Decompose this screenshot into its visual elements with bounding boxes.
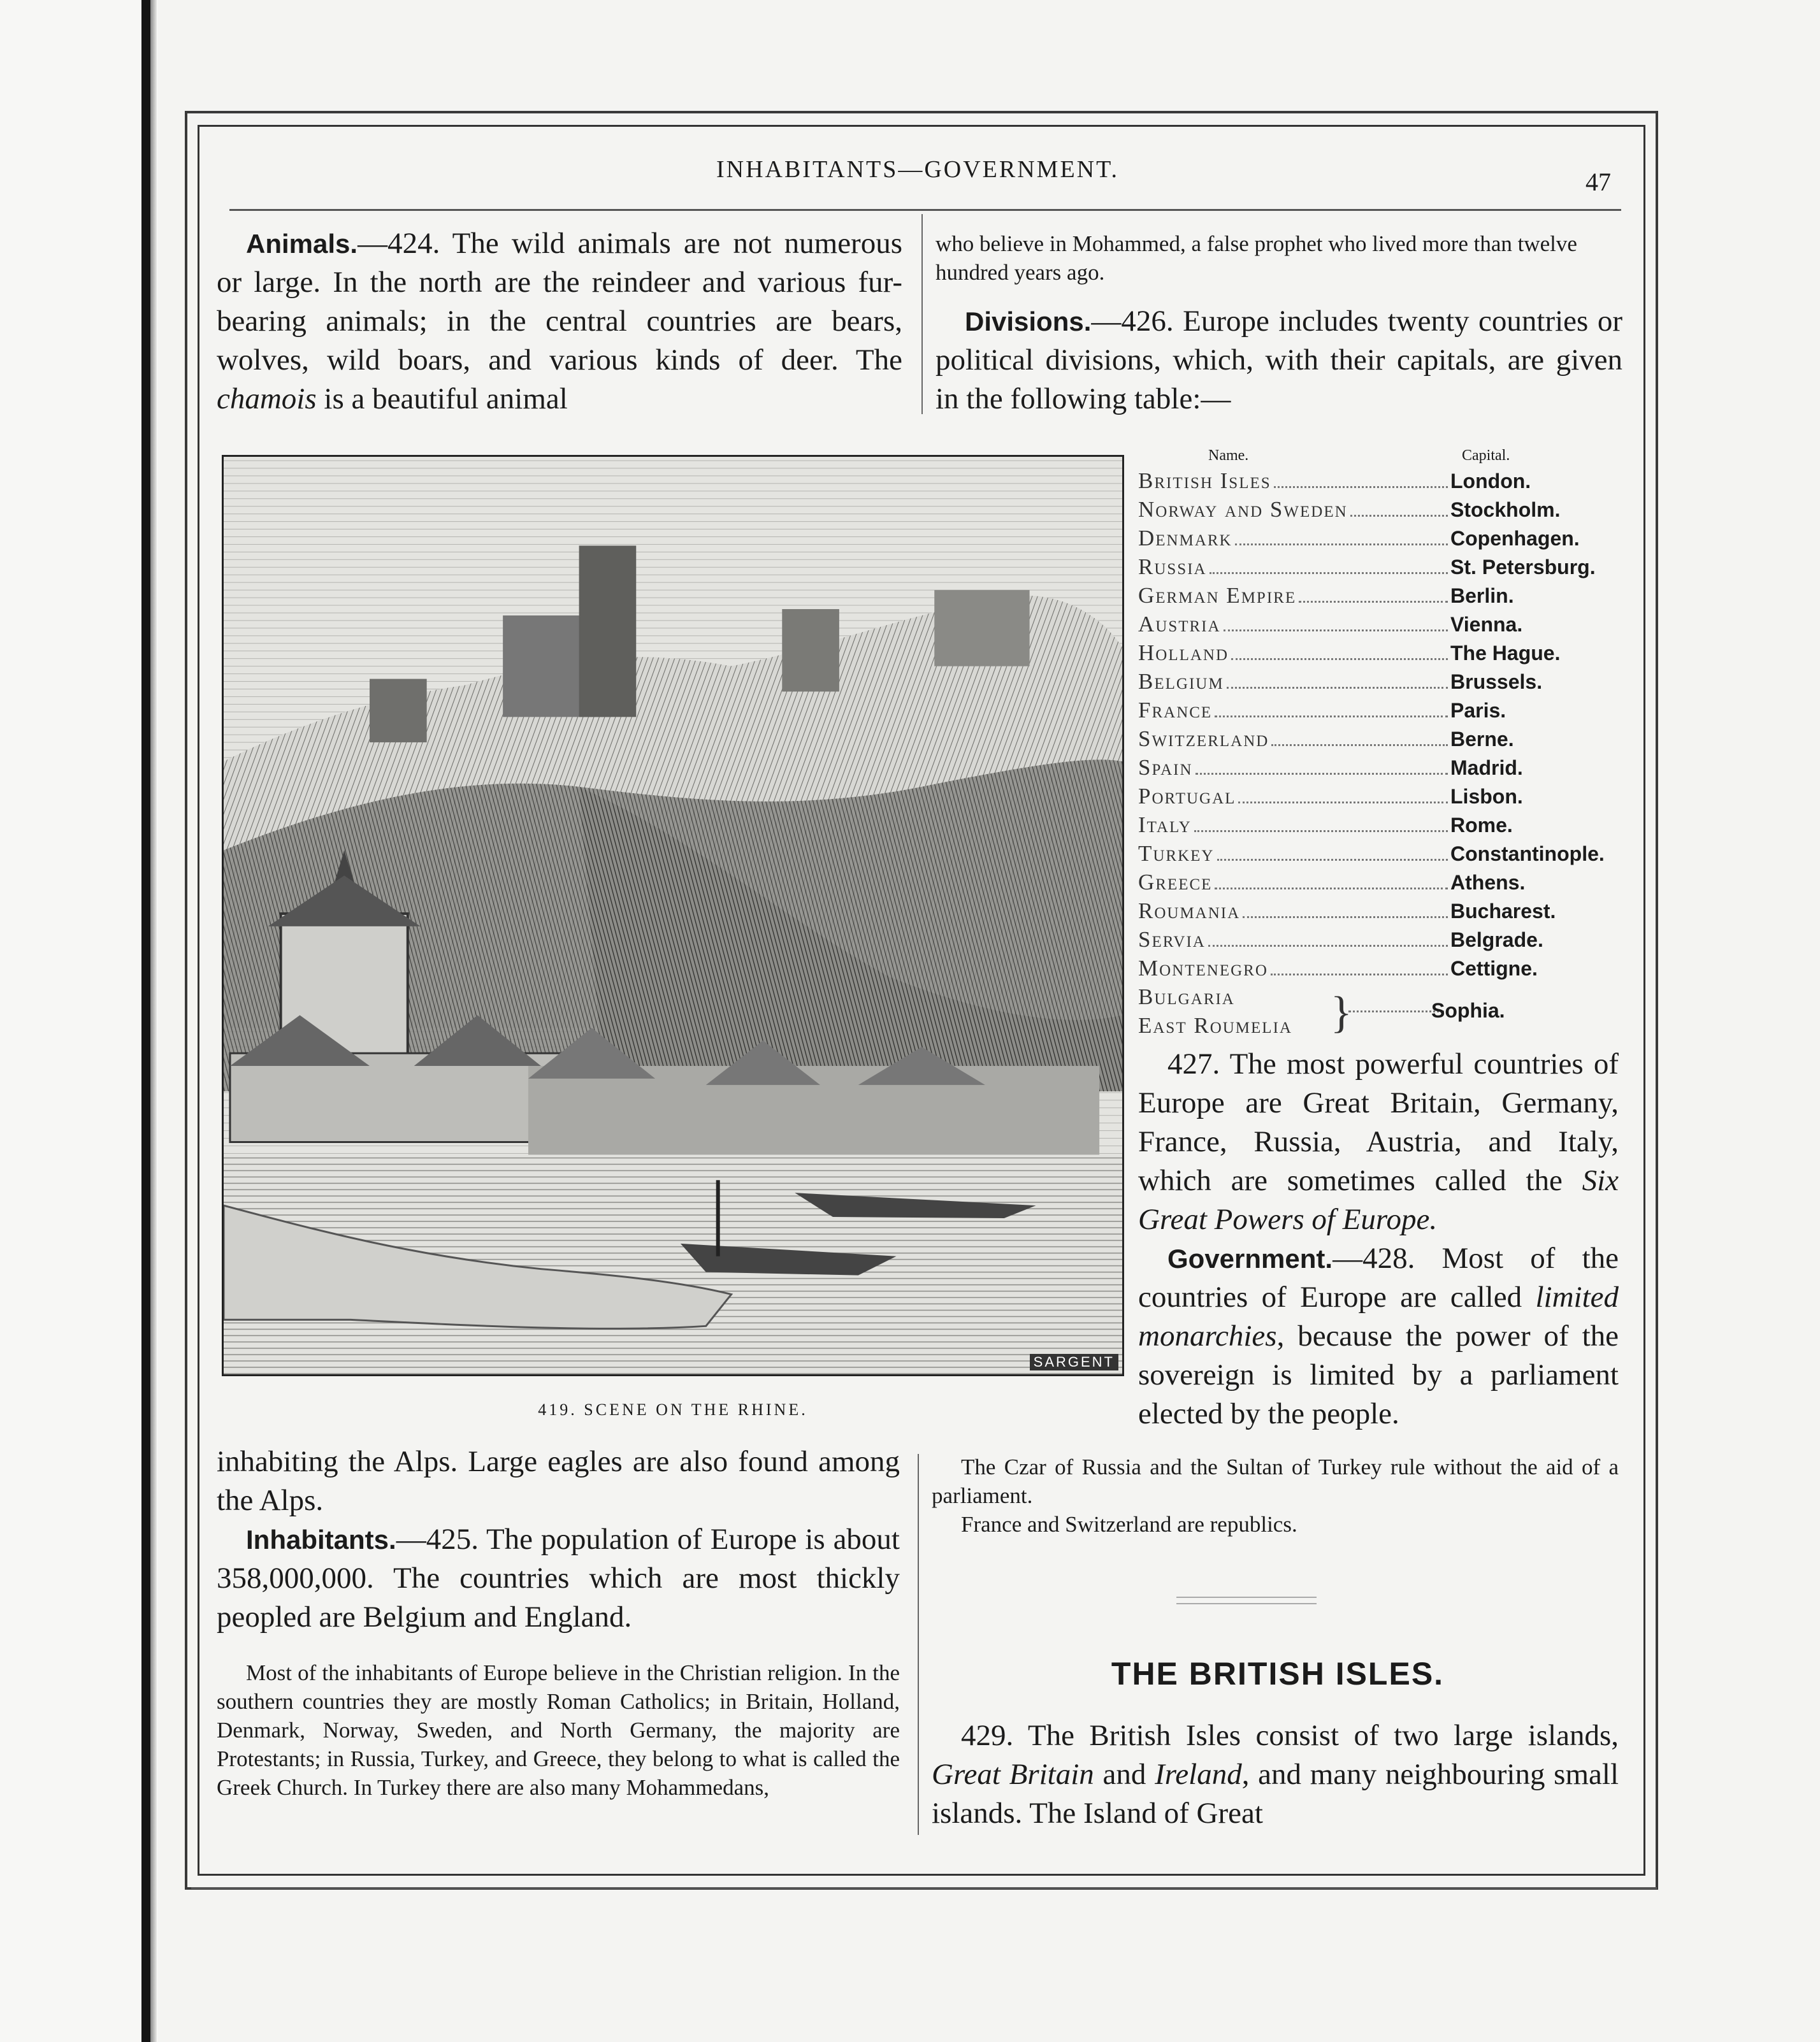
great-britain-term: Great Britain	[932, 1758, 1094, 1791]
capital-name: Copenhagen.	[1450, 527, 1580, 550]
table-row	[1138, 954, 1622, 982]
ireland-term: Ireland	[1155, 1758, 1242, 1791]
table-row	[1138, 810, 1622, 839]
rhine-scene-engraving	[222, 455, 1124, 1376]
table-row	[1138, 638, 1622, 667]
dot-leader	[1271, 744, 1448, 746]
dot-leader	[1231, 658, 1448, 660]
running-title: INHABITANTS—GOVERNMENT.	[716, 156, 1120, 183]
table-row	[1138, 839, 1622, 868]
capital-name: Belgrade.	[1450, 928, 1543, 951]
capital-name: Berlin.	[1450, 584, 1514, 607]
column-divider-bottom	[918, 1454, 919, 1835]
republics-note: France and Switzerland are republics.	[961, 1512, 1297, 1537]
dot-leader	[1215, 715, 1448, 717]
table-row	[1138, 581, 1622, 610]
capital-name: Bucharest.	[1450, 900, 1556, 923]
table-row	[1138, 868, 1622, 896]
capital-name: Lisbon.	[1450, 785, 1523, 808]
table-row	[1138, 696, 1622, 724]
table-row-bulgaria-roumelia	[1138, 982, 1622, 1040]
header-rule	[229, 209, 1621, 211]
capital-name: Sophia.	[1431, 999, 1505, 1022]
divisions-paragraph: Divisions.—426. Europe includes twenty countries or political divisions, which, with their capitals, are given in the following table:—	[935, 305, 1622, 415]
limited-monarchies-term: limited monarchies	[1138, 1281, 1619, 1353]
dot-leader	[1274, 486, 1448, 488]
table-row	[1138, 782, 1622, 810]
religion-note: Most of the inhabitants of Europe believe in the Christian religion. In the southern countries they are mostly Roman Catholics; in Britain, Holland, Denmark, Norway, Sweden, and North Germany, the majority are Protestants; in Russia, Turkey, and Greece, they belong to what is called the Greek Church. In Turkey there are also many Mohammedans,	[217, 1660, 900, 1800]
dot-leader	[1195, 773, 1448, 775]
dot-leader	[1224, 629, 1448, 631]
table-row	[1138, 552, 1622, 581]
country-name: Montenegro	[1138, 956, 1268, 981]
capital-name: Madrid.	[1450, 756, 1523, 779]
country-name: Greece	[1138, 870, 1213, 895]
country-name: Servia	[1138, 927, 1206, 952]
divisions-heading: Divisions.	[965, 306, 1092, 336]
country-name: Holland	[1138, 640, 1229, 665]
animals-paragraph: Animals.—424. The wild animals are not numerous or large. In the north are the reindeer and various fur-bearing animals; in the central countries are bears, wolves, wild boars, and various kinds of deer. The chamois is a beautiful animal	[217, 227, 902, 415]
dot-leader	[1238, 802, 1448, 803]
inhabitants-heading: Inhabitants.	[246, 1525, 396, 1555]
country-name: East Roumelia	[1138, 1013, 1292, 1038]
table-row	[1138, 724, 1622, 753]
government-heading: Government.	[1167, 1244, 1333, 1274]
inhabitants-paragraph: Inhabitants.—425. The population of Europe is about 358,000,000. The countries which are most thickly peopled are Belgium and England.	[217, 1523, 900, 1634]
capital-name: Rome.	[1450, 814, 1513, 837]
table-row	[1138, 753, 1622, 782]
paragraph-427: 427. The most powerful countries of Europe are Great Britain, Germany, France, Russia, Austria, and Italy, which are sometimes called the Six Great Powers of Europe.	[1138, 1047, 1619, 1236]
government-paragraph: Government.—428. Most of the countries of Europe are called limited monarchies, because the power of the sovereign is limited by a parliament elected by the people.	[1138, 1242, 1619, 1430]
capital-name: Berne.	[1450, 728, 1514, 751]
table-row	[1138, 896, 1622, 925]
country-name: France	[1138, 698, 1213, 723]
dot-leader	[1210, 572, 1448, 574]
government-notes	[932, 1453, 1619, 1539]
animals-heading: Animals.	[246, 229, 358, 259]
capital-column-header: Capital.	[1462, 447, 1510, 464]
dot-leader	[1217, 859, 1448, 861]
capital-name: London.	[1450, 470, 1531, 493]
table-row	[1138, 667, 1622, 696]
countries-capitals-table	[1138, 445, 1622, 1040]
six-great-powers-term: Six Great Powers of Europe.	[1138, 1164, 1619, 1236]
table-row	[1138, 524, 1622, 552]
country-name: Spain	[1138, 755, 1193, 780]
dot-leader	[1194, 830, 1448, 832]
country-name: Denmark	[1138, 526, 1232, 550]
page-number: 47	[1585, 168, 1611, 196]
country-name: Turkey	[1138, 841, 1215, 866]
alps-continuation: inhabiting the Alps. Large eagles are also found among the Alps.	[217, 1445, 900, 1517]
dot-leader	[1235, 543, 1448, 545]
spine-edge	[141, 0, 150, 2042]
capital-name: Constantinople.	[1450, 842, 1605, 865]
capital-name: Vienna.	[1450, 613, 1523, 636]
dot-leader	[1350, 515, 1448, 517]
capital-name: Cettigne.	[1450, 957, 1538, 980]
country-name: British Isles	[1138, 468, 1271, 493]
mohammed-note: who believe in Mohammed, a false prophet who lived more than twelve hundred years ago.	[935, 231, 1577, 285]
table-row	[1138, 925, 1622, 954]
great-powers-government	[1138, 1045, 1619, 1434]
country-name: Portugal	[1138, 784, 1236, 809]
dot-leader	[1299, 601, 1448, 603]
country-name: Austria	[1138, 612, 1221, 636]
table-rows	[1138, 466, 1622, 982]
british-isles-title: THE BRITISH ISLES.	[1111, 1656, 1445, 1692]
capital-name: The Hague.	[1450, 642, 1561, 665]
right-top-column	[935, 229, 1622, 419]
engraver-signature: SARGENT	[1030, 1354, 1118, 1370]
capital-name: Stockholm.	[1450, 498, 1561, 521]
country-name: Norway and Sweden	[1138, 497, 1348, 522]
country-name: Russia	[1138, 554, 1207, 579]
table-row	[1138, 466, 1622, 495]
country-name: Roumania	[1138, 898, 1241, 923]
name-column-header: Name.	[1208, 447, 1249, 464]
capital-name: Brussels.	[1450, 670, 1543, 693]
capital-name: St. Petersburg.	[1450, 556, 1596, 579]
country-name: Switzerland	[1138, 726, 1269, 751]
left-bottom-column	[217, 1442, 900, 1802]
table-row	[1138, 495, 1622, 524]
dot-leader	[1243, 916, 1448, 918]
british-isles-paragraph: 429. The British Isles consist of two large islands, Great Britain and Ireland, and many neighbouring small islands. The Island of Great	[932, 1719, 1619, 1830]
figure-caption: 419. SCENE ON THE RHINE.	[538, 1400, 808, 1419]
country-name: Italy	[1138, 812, 1192, 837]
chamois-term: chamois	[217, 382, 317, 415]
book-spine	[0, 0, 158, 2042]
column-divider-top	[921, 214, 923, 414]
capital-name: Athens.	[1450, 871, 1526, 894]
page-frame-bottom-rule	[191, 1887, 1657, 1889]
dot-leader	[1348, 985, 1444, 1012]
dot-leader	[1215, 888, 1448, 889]
capital-name: Paris.	[1450, 699, 1506, 722]
country-name: Belgium	[1138, 669, 1224, 694]
table-row	[1138, 610, 1622, 638]
dot-leader	[1227, 687, 1448, 689]
section-ornament-rule	[1176, 1597, 1317, 1604]
dot-leader	[1208, 945, 1448, 947]
spine-fold-shadow	[150, 0, 157, 2042]
dot-leader	[1271, 974, 1448, 975]
engraving-drawing	[224, 457, 1122, 1374]
czar-note: The Czar of Russia and the Sultan of Turkey rule without the aid of a parliament.	[932, 1455, 1619, 1508]
country-name: Bulgaria	[1138, 984, 1235, 1009]
table-header	[1138, 445, 1622, 466]
country-name: German Empire	[1138, 583, 1297, 608]
brace-glyph: }	[1331, 988, 1352, 1037]
